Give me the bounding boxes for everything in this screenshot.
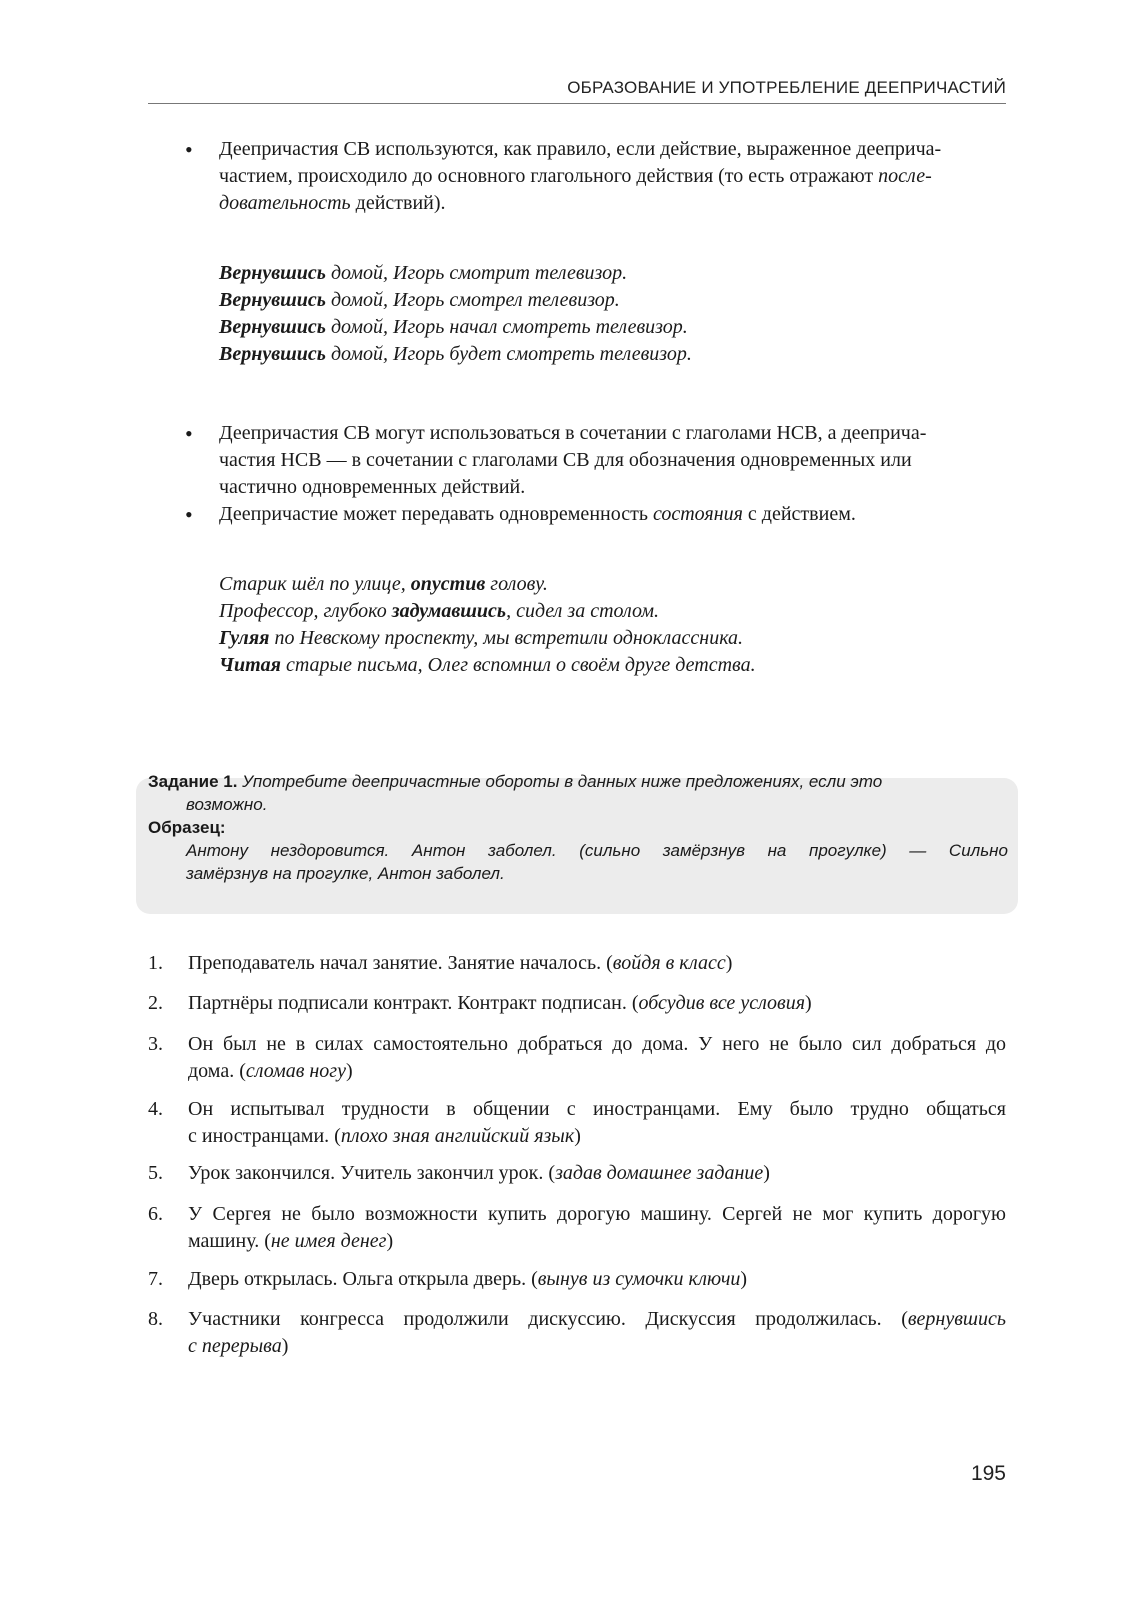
exercise-number: 2. (148, 992, 163, 1014)
example-line: Профессор, глубоко задумавшись, сидел за столом. (219, 600, 659, 622)
paragraph-line: довательность действий). (219, 192, 446, 214)
paragraph-line: частием, происходило до основного глагольного действия (то есть отражают после- (219, 165, 932, 187)
exercise-number: 4. (148, 1098, 163, 1120)
exercise-text: Урок закончился. Учитель закончил урок. (задав домашнее задание) (188, 1162, 770, 1184)
examples-block-1 (219, 260, 979, 368)
exercise-text: Партнёры подписали контракт. Контракт подписан. (обсудив все условия) (188, 992, 812, 1014)
page-number: 195 (970, 1462, 1006, 1485)
exercise-number: 6. (148, 1203, 163, 1225)
example-line: Читая старые письма, Олег вспомнил о своём друге детства. (219, 654, 756, 676)
exercise-number: 5. (148, 1162, 163, 1184)
example-line: Гуляя по Невскому проспекту, мы встретили одноклассника. (219, 627, 744, 649)
exercise-text: Дверь открылась. Ольга открыла дверь. (вынув из сумочки ключи) (188, 1268, 748, 1290)
task-instruction-cont: возможно. (186, 795, 268, 814)
example-line: Старик шёл по улице, опустив голову. (219, 573, 548, 595)
exercise-number: 7. (148, 1268, 163, 1290)
rule-paragraph-state (219, 501, 1007, 528)
sample-sentence: Антону нездоровится. Антон заболел. (сильно замёрзнув на прогулке) — Сильно (186, 841, 1008, 860)
example-line: Вернувшись домой, Игорь смотрел телевизор. (219, 289, 620, 311)
task-title: Задание 1. (148, 772, 238, 791)
bullet-marker: • (185, 502, 193, 527)
task-instruction: Задание 1. Употребите деепричастные обороты в данных ниже предложениях, если это (148, 772, 883, 791)
examples-block-2 (219, 571, 979, 679)
exercise-text: У Сергея не было возможности купить дорогую машину. Сергей не мог купить дорогую машину. (не имея денег) (188, 1203, 1006, 1252)
example-line: Вернувшись домой, Игорь будет смотреть телевизор. (219, 343, 692, 365)
exercise-text: Он испытывал трудности в общении с иностранцами. Ему было трудно общаться с иностранцами. (плохо зная английский язык) (188, 1098, 1006, 1147)
sample-sentence-cont: замёрзнув на прогулке, Антон заболел. (186, 864, 505, 883)
running-head: ОБРАЗОВАНИЕ И УПОТРЕБЛЕНИЕ ДЕЕПРИЧАСТИЙ (567, 78, 1006, 97)
exercise-text: Участники конгресса продолжили дискуссию. Дискуссия продолжилась. (вернувшись с перерыва) (188, 1308, 1006, 1357)
exercise-text: Он был не в силах самостоятельно добраться до дома. У него не было сил добраться до дома. (сломав ногу) (188, 1033, 1006, 1082)
rule-paragraph-perfective (219, 136, 1007, 217)
exercise-number: 8. (148, 1308, 163, 1330)
paragraph-line: Деепричастие может передавать одновременность состояния с действием. (219, 503, 856, 525)
exercise-number: 1. (148, 952, 163, 974)
bullet-marker: • (185, 137, 193, 162)
paragraph-line: частично одновременных действий. (219, 476, 526, 498)
exercise-text: Преподаватель начал занятие. Занятие началось. (войдя в класс) (188, 952, 733, 974)
paragraph-line: Деепричастия СВ используются, как правило, если действие, выраженное дееприча- (219, 138, 942, 160)
header-rule (148, 103, 1006, 104)
paragraph-line: Деепричастия СВ могут использоваться в сочетании с глаголами НСВ, а дееприча- (219, 422, 927, 444)
exercise-number: 3. (148, 1033, 163, 1055)
sample-label: Образец: (148, 818, 226, 837)
example-line: Вернувшись домой, Игорь начал смотреть телевизор. (219, 316, 688, 338)
paragraph-line: частия НСВ — в сочетании с глаголами СВ для обозначения одновременных или (219, 449, 912, 471)
example-line: Вернувшись домой, Игорь смотрит телевизор. (219, 262, 628, 284)
bullet-marker: • (185, 421, 193, 446)
rule-paragraph-simultaneity (219, 420, 1007, 501)
